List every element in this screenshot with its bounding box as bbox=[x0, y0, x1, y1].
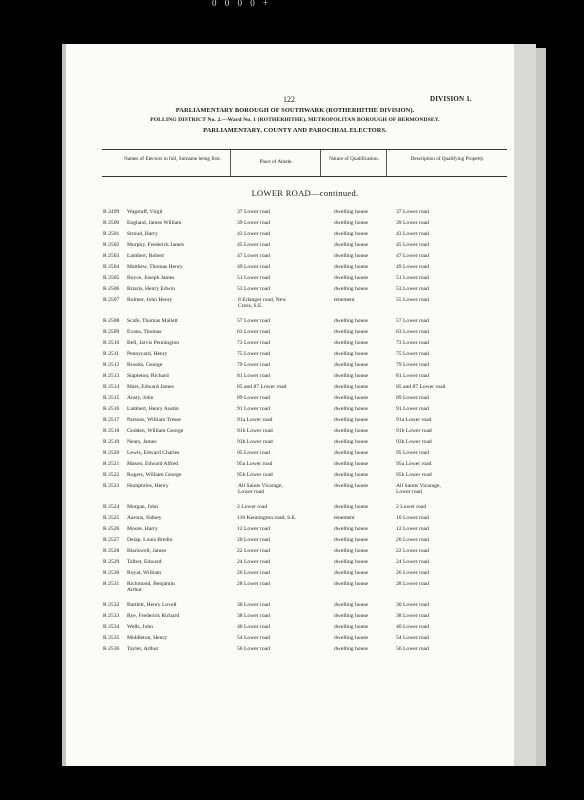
page-number: 122 bbox=[283, 95, 295, 104]
elector-number: R 2501 bbox=[103, 230, 120, 237]
elector-name-continued: Arthur bbox=[127, 586, 142, 593]
table-row bbox=[0, 329, 584, 340]
header-electors: PARLIAMENTARY, COUNTY AND PAROCHIAL ELECTORS. bbox=[203, 127, 387, 134]
qualification: dwelling house bbox=[334, 646, 369, 653]
qualifying-property: All Saints Vicarage, bbox=[396, 482, 441, 489]
elector-number: R 2510 bbox=[103, 340, 120, 347]
elector-name: Rogers, William George bbox=[127, 471, 182, 478]
qualifying-property: 85 and 87 Lower road bbox=[396, 383, 446, 390]
elector-name: Humphries, Henry bbox=[127, 482, 169, 489]
place-of-abode: 38 Lower road bbox=[237, 613, 270, 620]
division-label: DIVISION 1. bbox=[430, 95, 472, 103]
elector-number: R 2507 bbox=[103, 296, 120, 303]
elector-number: R 2531 bbox=[103, 580, 120, 587]
qualification: dwelling house bbox=[334, 340, 369, 347]
elector-number: R 2504 bbox=[103, 263, 120, 270]
qualification: tenement bbox=[334, 296, 355, 303]
qualifying-property: 93b Lower road bbox=[396, 438, 432, 445]
elector-number: R 2527 bbox=[103, 537, 120, 544]
elector-number: R 2516 bbox=[103, 405, 120, 412]
table-row bbox=[0, 428, 584, 439]
elector-number: R 2515 bbox=[103, 394, 120, 401]
qualification: dwelling house bbox=[334, 252, 369, 259]
qualification: dwelling house bbox=[334, 230, 369, 237]
elector-name: Ansty, John bbox=[127, 394, 154, 401]
elector-name: Evans, Thomas bbox=[127, 329, 162, 336]
elector-number: R 2512 bbox=[103, 362, 120, 369]
elector-number: R 2518 bbox=[103, 427, 120, 434]
elector-number: R 2511 bbox=[103, 351, 120, 358]
elector-name: Pennycard, Henry bbox=[127, 351, 168, 358]
elector-name: Tayler, Arthur bbox=[127, 646, 159, 653]
elector-name: Royal, William bbox=[127, 569, 162, 576]
elector-number: R 2525 bbox=[103, 515, 120, 522]
qualifying-property: 95b Lower road bbox=[396, 471, 432, 478]
place-of-abode: 49 Lower road bbox=[237, 263, 270, 270]
elector-name: Briaris, Henry Edwin bbox=[127, 285, 176, 292]
elector-name: Talbot, Edward bbox=[127, 558, 162, 565]
qualifying-property: 47 Lower road bbox=[396, 252, 429, 259]
elector-number: R 2500 bbox=[103, 219, 120, 226]
qualifying-property: 91b Lower road bbox=[396, 427, 432, 434]
qualification: dwelling house bbox=[334, 373, 369, 379]
column-header-property: Description of Qualifying Property. bbox=[410, 156, 485, 162]
qualifying-property: 40 Lower road bbox=[396, 624, 429, 631]
table-row bbox=[0, 384, 584, 395]
table-row bbox=[0, 526, 584, 537]
qualifying-property: 43 Lower road bbox=[396, 230, 429, 237]
place-of-abode: 40 Lower road bbox=[237, 624, 270, 631]
elector-name: Richmond, Benjamin bbox=[127, 580, 175, 587]
column-divider bbox=[320, 150, 321, 176]
place-of-abode: 75 Lower road bbox=[237, 351, 270, 358]
qualification: dwelling house bbox=[334, 416, 369, 423]
table-row bbox=[0, 537, 584, 548]
qualifying-property: 2 Lower road bbox=[396, 504, 427, 511]
elector-name: Rye, Frederick Richard bbox=[127, 613, 180, 620]
qualifying-property: 51 Lower road bbox=[396, 274, 429, 281]
place-of-abode: 56 Lower road bbox=[237, 646, 270, 653]
qualification: dwelling house bbox=[334, 558, 369, 565]
elector-number: R 2520 bbox=[103, 449, 120, 456]
qualification: dwelling house bbox=[334, 547, 369, 554]
elector-name: Matthew, Thomas Henry bbox=[127, 263, 183, 270]
place-of-abode: 20 Lower road bbox=[237, 537, 270, 544]
place-of-abode: 95b Lower road bbox=[237, 471, 273, 478]
elector-number: R 2535 bbox=[103, 635, 120, 642]
elector-number: R 2514 bbox=[103, 383, 120, 390]
elector-number: R 2522 bbox=[103, 471, 120, 478]
place-of-abode-continued: Cross, S.E. bbox=[238, 302, 263, 309]
table-row bbox=[0, 570, 584, 581]
table-row bbox=[0, 340, 584, 351]
table-row bbox=[0, 635, 584, 646]
qualification: dwelling house bbox=[334, 537, 369, 544]
elector-name: Boyce, Joseph James bbox=[127, 274, 175, 281]
qualification: dwelling house bbox=[334, 580, 369, 587]
elector-number: R 2536 bbox=[103, 646, 120, 653]
column-divider bbox=[230, 150, 231, 176]
place-of-abode: 30 Lower road bbox=[237, 602, 270, 609]
qualifying-property: 55 Lower road bbox=[396, 296, 429, 303]
table-row bbox=[0, 504, 584, 515]
qualifying-property: 91a Lower road bbox=[396, 416, 432, 423]
place-of-abode: 53 Lower road bbox=[237, 285, 270, 292]
qualification: dwelling house bbox=[334, 602, 369, 609]
elector-number: R 2503 bbox=[103, 252, 120, 259]
place-of-abode: 79 Lower road bbox=[237, 362, 270, 369]
elector-name: Morgan, John bbox=[127, 504, 158, 511]
place-of-abode: 26 Lower road bbox=[237, 569, 270, 576]
table-row bbox=[0, 220, 584, 231]
elector-number: R 2532 bbox=[103, 602, 120, 609]
elector-name: Parsons, William Tresse bbox=[127, 416, 181, 423]
table-row bbox=[0, 646, 584, 657]
table-row bbox=[0, 417, 584, 428]
qualifying-property: 37 Lower road bbox=[396, 209, 429, 215]
header-bottom-rule bbox=[102, 176, 507, 177]
qualifying-property: 53 Lower road bbox=[396, 285, 429, 292]
qualifying-property-continued: Lower road bbox=[396, 488, 422, 495]
qualifying-property: 75 Lower road bbox=[396, 351, 429, 358]
place-of-abode: 73 Lower road bbox=[237, 340, 270, 347]
elector-number: R 2528 bbox=[103, 547, 120, 554]
qualifying-property: 95 Lower road bbox=[396, 449, 429, 456]
elector-name: Bartlett, Henry Lovell bbox=[127, 602, 177, 609]
qualification: dwelling house bbox=[334, 471, 369, 478]
table-row bbox=[0, 613, 584, 624]
qualification: dwelling house bbox=[334, 329, 369, 336]
elector-name: Lambert, Henry Austin bbox=[127, 405, 179, 412]
elector-name: Godden, William George bbox=[127, 427, 184, 434]
elector-name: Mars, Edward James bbox=[127, 383, 174, 390]
elector-number: R 2534 bbox=[103, 624, 120, 631]
place-of-abode: 45 Lower road bbox=[237, 241, 270, 248]
qualifying-property: 30 Lower road bbox=[396, 602, 429, 609]
qualifying-property: 79 Lower road bbox=[396, 362, 429, 369]
elector-name: Murphy, Frederick James bbox=[127, 241, 184, 248]
elector-name: Blackwell, James bbox=[127, 547, 167, 554]
column-header-abode: Place of Abode. bbox=[259, 159, 293, 165]
place-of-abode: 51 Lower road bbox=[237, 274, 270, 281]
table-row bbox=[0, 515, 584, 526]
elector-number: R 2508 bbox=[103, 318, 120, 325]
qualifying-property: 56 Lower road bbox=[396, 646, 429, 653]
elector-name: Lewis, Edward Charles bbox=[127, 449, 180, 456]
table-row bbox=[0, 286, 584, 297]
qualifying-property: 24 Lower road bbox=[396, 558, 429, 565]
table-row bbox=[0, 439, 584, 450]
qualification: dwelling house bbox=[334, 438, 369, 445]
qualifying-property: 45 Lower road bbox=[396, 241, 429, 248]
column-divider bbox=[386, 150, 387, 176]
elector-name: Scafe, Thomas Mallett bbox=[127, 318, 178, 325]
place-of-abode: 95 Lower road bbox=[237, 449, 270, 456]
qualification: dwelling house bbox=[334, 274, 369, 281]
place-of-abode: 89 Lower road bbox=[237, 394, 270, 401]
qualifying-property: 73 Lower road bbox=[396, 340, 429, 347]
qualifying-property: 57 Lower road bbox=[396, 318, 429, 325]
place-of-abode: 91 Lower road bbox=[237, 405, 270, 412]
elector-number: R 2499 bbox=[103, 209, 120, 215]
qualification: dwelling house bbox=[334, 449, 369, 456]
qualification: dwelling house bbox=[334, 482, 369, 489]
table-row bbox=[0, 461, 584, 472]
place-of-abode: 85 and 87 Lower road bbox=[237, 383, 287, 390]
table-row bbox=[0, 406, 584, 417]
qualifying-property: 95a Lower road bbox=[396, 460, 432, 467]
table-row bbox=[0, 253, 584, 264]
elector-name: England, James William bbox=[127, 219, 182, 226]
elector-number: R 2524 bbox=[103, 504, 120, 511]
qualification: dwelling house bbox=[334, 504, 369, 511]
elector-number: R 2521 bbox=[103, 460, 120, 467]
qualifying-property: 20 Lower road bbox=[396, 537, 429, 544]
qualifying-property: 28 Lower road bbox=[396, 580, 429, 587]
qualification: dwelling house bbox=[334, 635, 369, 642]
elector-name: Wagstaff, Virgil bbox=[127, 209, 163, 215]
place-of-abode: 2 Lower road bbox=[237, 504, 268, 511]
qualifying-property: 89 Lower road bbox=[396, 394, 429, 401]
qualification: dwelling house bbox=[334, 569, 369, 576]
table-row bbox=[0, 297, 584, 319]
elector-name: Middleton, Henry bbox=[127, 635, 168, 642]
qualification: dwelling house bbox=[334, 318, 369, 325]
qualification: dwelling house bbox=[334, 209, 369, 215]
qualifying-property: 38 Lower road bbox=[396, 613, 429, 620]
place-of-abode: All Saints Vicarage, bbox=[238, 482, 283, 489]
table-row bbox=[0, 275, 584, 286]
elector-name: Mason, Edward Alfred bbox=[127, 460, 179, 467]
qualification: dwelling house bbox=[334, 219, 369, 226]
elector-name: Wells, John bbox=[127, 624, 153, 631]
column-header-qualification: Nature of Qualification. bbox=[329, 156, 379, 162]
table-row bbox=[0, 362, 584, 373]
place-of-abode: 81 Lower road bbox=[237, 373, 270, 379]
elector-number: R 2529 bbox=[103, 558, 120, 565]
elector-name: Stroud, Harry bbox=[127, 230, 158, 237]
header-top-rule bbox=[102, 149, 507, 150]
qualifying-property: 81 Lower road bbox=[396, 373, 429, 379]
section-title: LOWER ROAD—continued. bbox=[251, 188, 359, 198]
qualification: dwelling house bbox=[334, 624, 369, 631]
table-row bbox=[0, 264, 584, 275]
elector-number: R 2517 bbox=[103, 416, 120, 423]
qualification: dwelling house bbox=[334, 526, 369, 533]
place-of-abode: 63 Lower road bbox=[237, 329, 270, 336]
qualification: dwelling house bbox=[334, 427, 369, 434]
elector-number: R 2513 bbox=[103, 373, 120, 379]
table-row bbox=[0, 472, 584, 483]
elector-name: Delap, Louis Bredin bbox=[127, 537, 173, 544]
table-row bbox=[0, 231, 584, 242]
qualifying-property: 22 Lower road bbox=[396, 547, 429, 554]
qualification: dwelling house bbox=[334, 405, 369, 412]
elector-name: Bell, Jarvis Pennington bbox=[127, 340, 180, 347]
qualifying-property: 49 Lower road bbox=[396, 263, 429, 270]
qualification: dwelling house bbox=[334, 460, 369, 467]
elector-name: Bulmer, John Henry bbox=[127, 296, 173, 303]
qualification: dwelling house bbox=[334, 263, 369, 270]
table-row bbox=[0, 373, 584, 384]
elector-number: R 2530 bbox=[103, 569, 120, 576]
qualification: dwelling house bbox=[334, 351, 369, 358]
table-row bbox=[0, 450, 584, 461]
qualification: dwelling house bbox=[334, 285, 369, 292]
qualification: dwelling house bbox=[334, 613, 369, 620]
qualifying-property: 39 Lower road bbox=[396, 219, 429, 226]
table-row bbox=[0, 559, 584, 570]
table-row bbox=[0, 602, 584, 613]
place-of-abode-continued: Lower road bbox=[238, 488, 264, 495]
elector-number: R 2526 bbox=[103, 526, 120, 533]
place-of-abode: 28 Lower road bbox=[237, 580, 270, 587]
table-row bbox=[0, 242, 584, 253]
qualification: dwelling house bbox=[334, 383, 369, 390]
place-of-abode: 39 Lower road bbox=[237, 219, 270, 226]
table-row bbox=[0, 209, 584, 220]
qualifying-property: 91 Lower road bbox=[396, 405, 429, 412]
qualifying-property: 54 Lower road bbox=[396, 635, 429, 642]
place-of-abode: 116 Kennington road, S.E. bbox=[237, 515, 297, 522]
place-of-abode: 95a Lower road bbox=[237, 460, 273, 467]
elector-number: R 2505 bbox=[103, 274, 120, 281]
place-of-abode: 12 Lower road bbox=[237, 526, 270, 533]
table-row bbox=[0, 395, 584, 406]
elector-number: R 2506 bbox=[103, 285, 120, 292]
elector-name: Stapleton, Richard bbox=[127, 373, 169, 379]
qualifying-property: 63 Lower road bbox=[396, 329, 429, 336]
table-row bbox=[0, 351, 584, 362]
qualification: dwelling house bbox=[334, 362, 369, 369]
elector-number: R 2519 bbox=[103, 438, 120, 445]
elector-name: Nears, James bbox=[127, 438, 157, 445]
elector-name: Lambert, Robert bbox=[127, 252, 164, 259]
table-row bbox=[0, 548, 584, 559]
elector-number: R 2533 bbox=[103, 613, 120, 620]
elector-number: R 2502 bbox=[103, 241, 120, 248]
elector-name: Brooks, George bbox=[127, 362, 163, 369]
header-polling-district: POLLING DISTRICT No. 2.—Ward No. 1 (ROTHERHITHE), METROPOLITAN BOROUGH OF BERMONDSEY. bbox=[150, 117, 440, 123]
place-of-abode: 91a Lower road bbox=[237, 416, 273, 423]
place-of-abode: 91b Lower road bbox=[237, 427, 273, 434]
place-of-abode: 37 Lower road bbox=[237, 209, 270, 215]
table-row bbox=[0, 483, 584, 505]
place-of-abode: 24 Lower road bbox=[237, 558, 270, 565]
qualification: dwelling house bbox=[334, 394, 369, 401]
column-header-names: Names of Electors in full, Surname being first. bbox=[124, 156, 221, 162]
place-of-abode: 47 Lower road bbox=[237, 252, 270, 259]
place-of-abode: 54 Lower road bbox=[237, 635, 270, 642]
film-frame-mark: 0 0 0 0 + bbox=[212, 0, 272, 6]
header-borough: PARLIAMENTARY BOROUGH OF SOUTHWARK (ROTHERHITHE DIVISION). bbox=[175, 107, 415, 114]
qualifying-property: 12 Lower road bbox=[396, 526, 429, 533]
table-row bbox=[0, 581, 584, 603]
elector-number: R 2523 bbox=[103, 482, 120, 489]
place-of-abode: 8 Erlanger road, New bbox=[238, 296, 287, 303]
table-row bbox=[0, 624, 584, 635]
qualification: dwelling house bbox=[334, 241, 369, 248]
elector-number: R 2509 bbox=[103, 329, 120, 336]
place-of-abode: 43 Lower road bbox=[237, 230, 270, 237]
place-of-abode: 57 Lower road bbox=[237, 318, 270, 325]
qualifying-property: 10 Lower road bbox=[396, 515, 429, 522]
place-of-abode: 93b Lower road bbox=[237, 438, 273, 445]
table-row bbox=[0, 318, 584, 329]
elector-name: Aarons, Sidney bbox=[127, 515, 162, 522]
elector-name: Moore, Harry bbox=[127, 526, 158, 533]
qualifying-property: 26 Lower road bbox=[396, 569, 429, 576]
place-of-abode: 22 Lower road bbox=[237, 547, 270, 554]
qualification: tenement bbox=[334, 515, 355, 522]
